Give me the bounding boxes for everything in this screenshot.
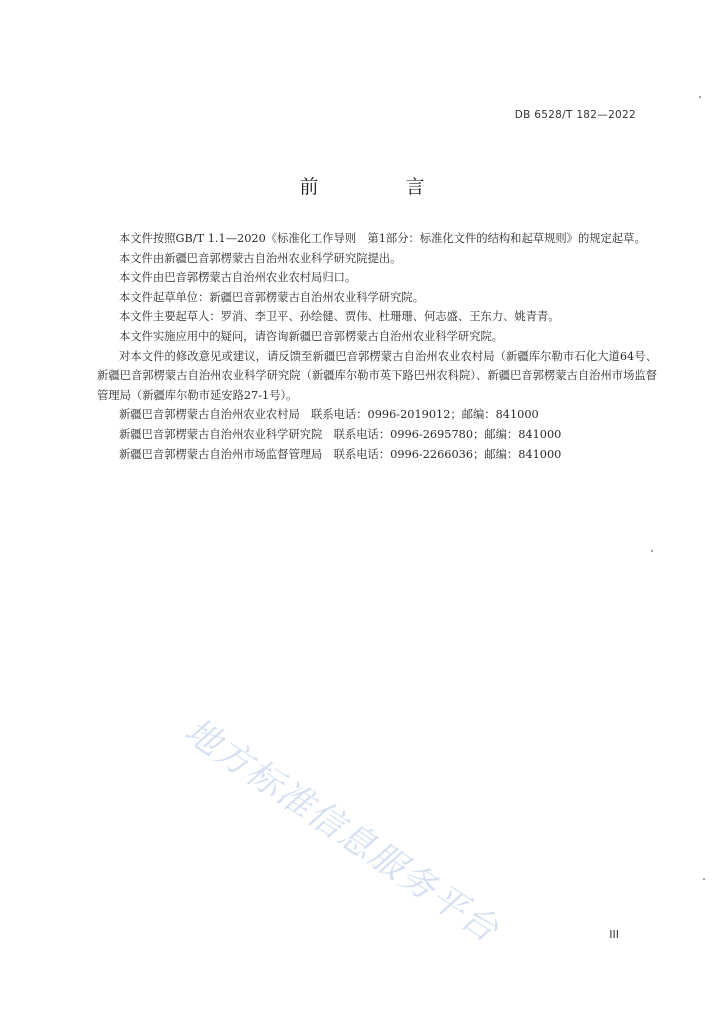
preface-body [97, 229, 657, 464]
paragraph-drafting-unit: 本文件起草单位：新疆巴音郭楞蒙古自治州农业科学研究院。 [119, 290, 425, 304]
paragraph-drafting-rules: 本文件按照GB/T 1.1—2020《标准化工作导则 第1部分：标准化文件的结构和起草规则》的规定起草。 [119, 232, 646, 245]
page-number: III [609, 928, 619, 941]
contact-market-supervision: 新疆巴音郭楞蒙古自治州市场监督管理局 联系电话：0996-2266036；邮编：841000 [119, 447, 562, 461]
scan-speck [651, 550, 653, 552]
paragraph-centralized-by: 本文件由巴音郭楞蒙古自治州农业农村局归口。 [119, 271, 357, 285]
scan-speck [699, 96, 701, 98]
watermark: 地方标准信息服务平台 [177, 710, 507, 951]
paragraph-drafters: 本文件主要起草人：罗消、李卫平、孙绘健、贾伟、杜珊珊、何志盛、王东力、姚青青。 [119, 310, 560, 324]
paragraph-inquiries: 本文件实施应用中的疑问，请咨询新疆巴音郭楞蒙古自治州农业科学研究院。 [119, 329, 504, 343]
contact-agriculture-bureau: 新疆巴音郭楞蒙古自治州农业农村局 联系电话：0996-2019012；邮编：841000 [119, 408, 539, 422]
paragraph-proposer: 本文件由新疆巴音郭楞蒙古自治州农业科学研究院提出。 [119, 251, 402, 265]
page-title: 前 言 [299, 176, 459, 198]
contact-academy: 新疆巴音郭楞蒙古自治州农业科学研究院 联系电话：0996-2695780；邮编：841000 [119, 427, 562, 441]
standard-code: DB 6528/T 182—2022 [514, 109, 636, 121]
paragraph-feedback: 对本文件的修改意见或建议，请反馈至新疆巴音郭楞蒙古自治州农业农村局（新疆库尔勒市石化大道64号、新疆巴音郭楞蒙古自治州农业科学研究院（新疆库尔勒市英下路巴州农科院）、新疆巴音郭楞蒙古自治州市场监督管理局（新疆库尔勒市延安路27-1号）。 [97, 349, 657, 402]
scan-speck [703, 878, 705, 880]
